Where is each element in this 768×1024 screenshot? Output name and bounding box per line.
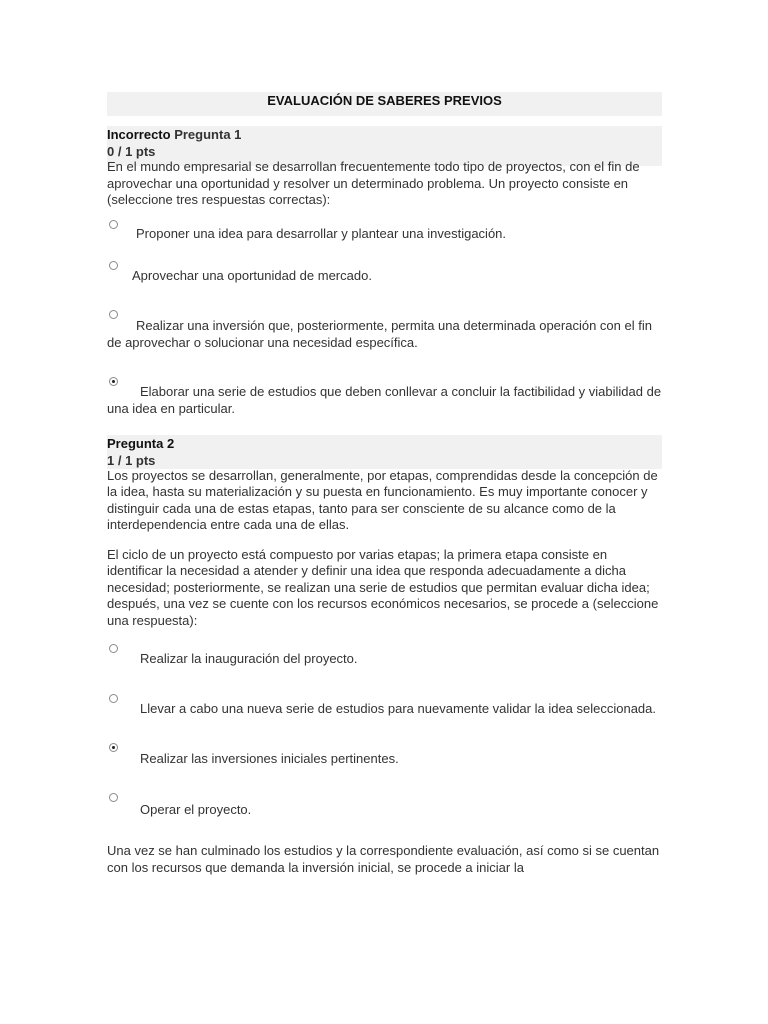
option-label: Llevar a cabo una nueva serie de estudios para nuevamente validar la idea seleccionada. <box>140 701 657 716</box>
q1-option-4[interactable] <box>107 383 662 417</box>
option-label: Aprovechar una oportunidad de mercado. <box>132 267 372 283</box>
question-2-text: El ciclo de un proyecto está compuesto por varias etapas; la primera etapa consiste en identificar la necesidad a atender y definir una idea que responda adecuadamente a dicha necesidad; posteriormente, se realizan una serie de estudios que permitan evaluar dicha idea; después, una vez se cuente con los recursos económicos necesarios, se procede a (seleccione una respuesta): <box>107 546 659 628</box>
radio-button[interactable] <box>109 644 118 653</box>
question-number: Pregunta 1 <box>174 127 242 142</box>
question-status: Incorrecto <box>107 127 171 142</box>
document-page <box>107 92 662 876</box>
option-label: Realizar una inversión que, posteriormente, permita una determinada operación con el fin de aprovechar o solucionar una necesidad específica. <box>107 317 652 350</box>
question-score: 0 / 1 pts <box>107 144 156 159</box>
q1-option-1[interactable] <box>107 225 662 242</box>
radio-button[interactable] <box>109 261 118 270</box>
question-3-partial-text: Una vez se han culminado los estudios y la correspondiente evaluación, así como si se cuentan con los recursos que demanda la inversión inicial, se procede a iniciar la <box>107 843 660 875</box>
q2-option-4[interactable] <box>107 801 662 818</box>
radio-button[interactable] <box>109 220 118 229</box>
option-label: Proponer una idea para desarrollar y plantear una investigación. <box>136 225 507 241</box>
option-label: Operar el proyecto. <box>140 802 252 817</box>
radio-button[interactable] <box>109 694 118 703</box>
option-label: Realizar las inversiones iniciales pertinentes. <box>140 751 399 766</box>
q2-option-2[interactable] <box>107 700 662 717</box>
question-2-intro: Los proyectos se desarrollan, generalmente, por etapas, comprendidas desde la concepción de la idea, hasta su materialización y su puesta en funcionamiento. Es muy importante conocer y distinguir cada una de estas etapas, tanto para ser consciente de su alcance como de la interdependencia entre cada una de ellas. <box>107 467 658 532</box>
q2-option-3[interactable] <box>107 750 662 767</box>
radio-button-selected[interactable] <box>109 377 118 386</box>
radio-button[interactable] <box>109 310 118 319</box>
option-label: Realizar la inauguración del proyecto. <box>140 651 358 666</box>
question-score: 1 / 1 pts <box>107 452 156 468</box>
page-title: EVALUACIÓN DE SABERES PREVIOS <box>107 92 662 116</box>
question-1-text: En el mundo empresarial se desarrollan frecuentemente todo tipo de proyectos, con el fin de aprovechar una oportunidad y resolver un determinado problema. Un proyecto consiste en (seleccione tres respuestas correctas): <box>107 159 640 207</box>
q2-option-1[interactable] <box>107 650 662 667</box>
radio-button[interactable] <box>109 793 118 802</box>
question-2-header <box>107 435 662 469</box>
question-number: Pregunta 2 <box>107 435 175 451</box>
q1-option-3[interactable] <box>107 317 662 351</box>
q1-option-2[interactable] <box>107 267 662 284</box>
radio-button-selected[interactable] <box>109 743 118 752</box>
option-label: Elaborar una serie de estudios que deben conllevar a concluir la factibilidad y viabilidad de una idea en particular. <box>107 383 662 416</box>
